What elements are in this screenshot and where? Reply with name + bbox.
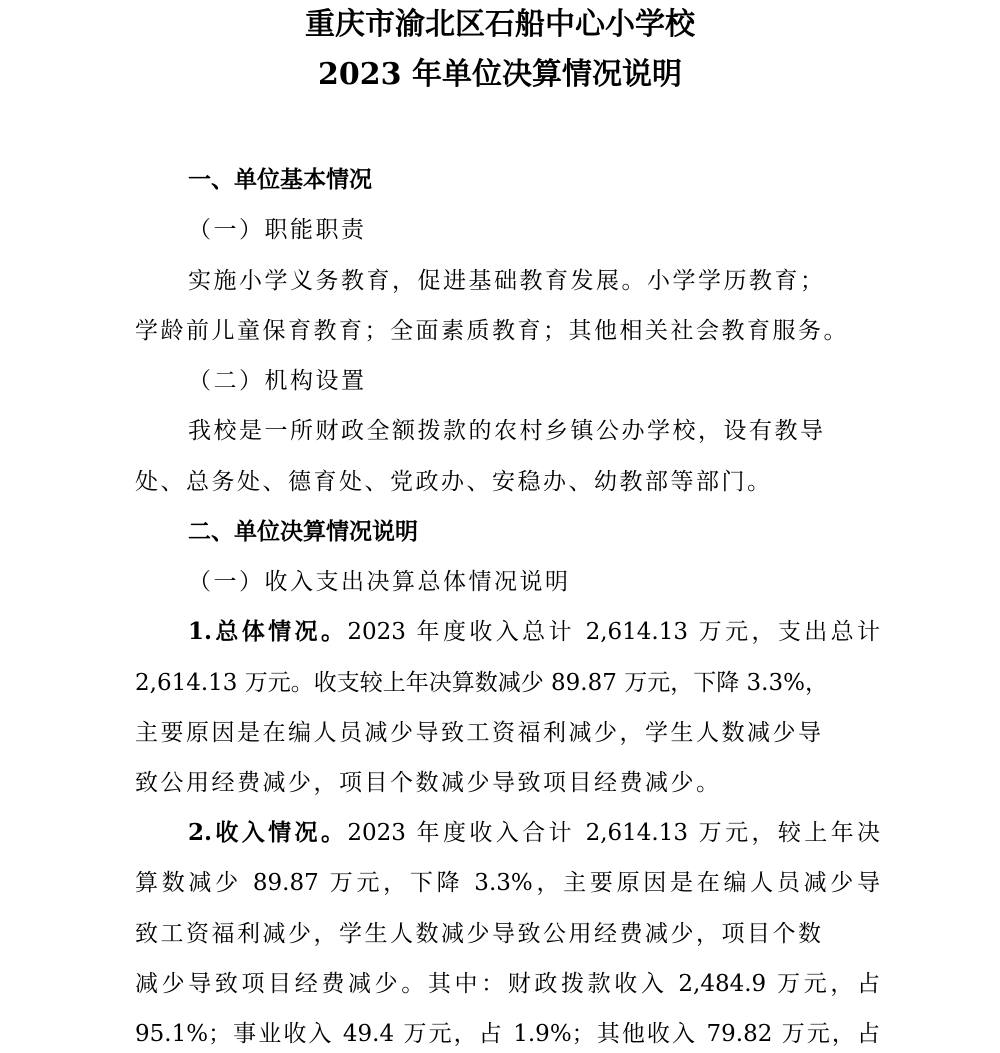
income-paragraph-line4: 减少导致项目经费减少。其中：财政拨款收入 2,484.9 万元，占 (135, 971, 880, 997)
total-paragraph-lead: 1.总体情况。 (188, 618, 348, 645)
total-paragraph-line1-rest: 2023 年度收入总计 2,614.13 万元，支出总计 (347, 619, 880, 645)
income-paragraph-line3: 致工资福利减少，学生人数减少导致公用经费减少，项目个数 (135, 921, 824, 947)
section2-sub1-heading: （一）收入支出决算总体情况说明 (188, 569, 571, 595)
section1-heading: 一、单位基本情况 (188, 166, 372, 193)
total-paragraph-line1 (188, 615, 880, 649)
section2-heading: 二、单位决算情况说明 (188, 518, 418, 545)
section1-sub1-heading: （一）职能职责 (188, 217, 367, 243)
total-paragraph-line3: 主要原因是在编人员减少导致工资福利减少，学生人数减少导 (135, 720, 824, 746)
total-paragraph-line2: 2,614.13 万元。收支较上年决算数减少 89.87 万元，下降 3.3%， (135, 670, 828, 696)
income-paragraph-line2: 算数减少 89.87 万元，下降 3.3%，主要原因是在编人员减少导 (135, 870, 880, 896)
section1-sub1-text-line2: 学龄前儿童保育教育；全面素质教育；其他相关社会教育服务。 (135, 318, 849, 344)
section1-sub2-text-line1: 我校是一所财政全额拨款的农村乡镇公办学校，设有教导 (188, 418, 826, 444)
income-paragraph-line5: 95.1%；事业收入 49.4 万元，占 1.9%；其他收入 79.82 万元，占 (135, 1021, 880, 1047)
section1-sub2-text-line2: 处、总务处、德育处、党政办、安稳办、幼教部等部门。 (135, 469, 773, 495)
document-title-line2: 2023 年单位决算情况说明 (318, 57, 682, 92)
income-paragraph-line1-rest: 2023 年度收入合计 2,614.13 万元，较上年决 (347, 820, 880, 846)
income-paragraph-line1 (188, 816, 880, 850)
section1-sub2-heading: （二）机构设置 (188, 368, 367, 394)
total-paragraph-line4: 致公用经费减少，项目个数减少导致项目经费减少。 (135, 770, 722, 796)
income-paragraph-lead: 2.收入情况。 (188, 819, 348, 846)
document-title-line1: 重庆市渝北区石船中心小学校 (305, 7, 695, 42)
section1-sub1-text-line1: 实施小学义务教育，促进基础教育发展。小学学历教育； (188, 268, 826, 294)
